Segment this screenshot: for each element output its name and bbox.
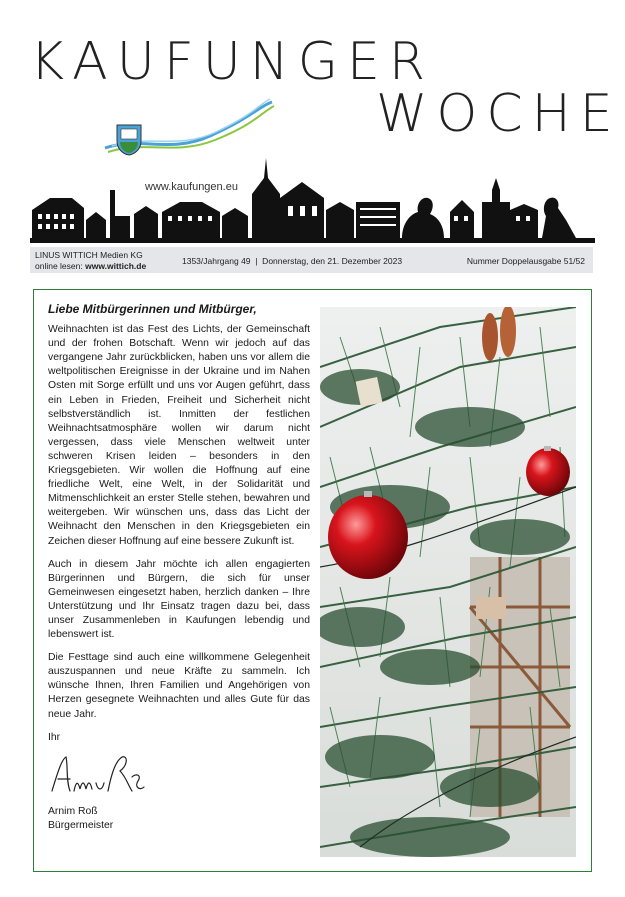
- online-read-prefix: online lesen:: [35, 261, 86, 271]
- town-skyline-illustration: [30, 150, 595, 245]
- info-bar: [30, 247, 593, 273]
- publisher-info: [35, 250, 146, 272]
- issue-number: Nummer Doppelausgabe 51/52: [466, 256, 585, 266]
- masthead-title-line1: KAUFUNGER: [30, 32, 434, 92]
- publisher-name: LINUS WITTICH Medien KG: [35, 250, 143, 260]
- letter-closing: Ihr: [48, 731, 61, 743]
- publisher-link[interactable]: www.wittich.de: [85, 261, 147, 271]
- signer-title: Bürgermeister: [48, 819, 114, 831]
- website-link[interactable]: www.kaufungen.eu: [145, 181, 238, 193]
- issue-info: 1353/Jahrgang 49 | Donnerstag, den 21. Dezember 2023: [182, 256, 403, 266]
- letter-paragraph: Weihnachten ist das Fest des Lichts, der Gemeinschaft und der frohen Botschaft. Wenn wir jedoch auf das vergangene Jahr zurückblicken, haben uns vor allem die weltpolitischen Ereignisse in der Ukraine und im Nahen Osten mit Sorge erfüllt und uns vor Augen geführt, dass ein Leben in Frieden, Freiheit und Sicherheit nicht selbstverständlich ist. Inmitten der festlichen Weihnachtsatmosphäre wollen wir darum nicht vergessen, dass viele Menschen weltweit unter schweren Krisen leiden – besonders in den Kriegsgebieten. Wir wollen die Hoffnung auf eine friedliche Welt, eine Welt, in der Solidarität und Mitmenschlichkeit an erster Stelle stehen, bewahren und weitergeben. Wir wünschen uns, dass das Licht der Weihnacht den Menschen in den Kriegsgebieten ein Zeichen dieser Hoffnung auf eine bessere Zukunft ist.: [48, 324, 310, 547]
- online-read-line: [35, 261, 146, 272]
- handwritten-signature: [48, 751, 148, 799]
- christmas-letter: [48, 302, 310, 833]
- masthead-title-line2: WOCHE: [376, 84, 622, 144]
- letter-paragraph: Auch in diesem Jahr möchte ich allen engagierten Bürgerinnen und Bürgern, die sich für unser Gemeinwesen eingesetzt haben, herzlich danken – Ihre Unterstützung und Ihr Einsatz tragen dazu bei, dass unser Zusammenleben in Kaufungen lebendig und lebenswert ist.: [48, 558, 310, 641]
- signer-name: Arnim Roß: [48, 805, 98, 817]
- christmas-tree-photo: [320, 307, 576, 857]
- letter-paragraph: Die Festtage sind auch eine willkommene Gelegenheit auszuspannen und neue Kräfte zu sammeln. Ich wünsche Ihnen, Ihren Familien und Angehörigen von Herzen gesegnete Weihnachten und alles Gute für das neue Jahr.: [48, 652, 310, 720]
- letter-greeting: Liebe Mitbürgerinnen und Mitbürger,: [48, 302, 257, 316]
